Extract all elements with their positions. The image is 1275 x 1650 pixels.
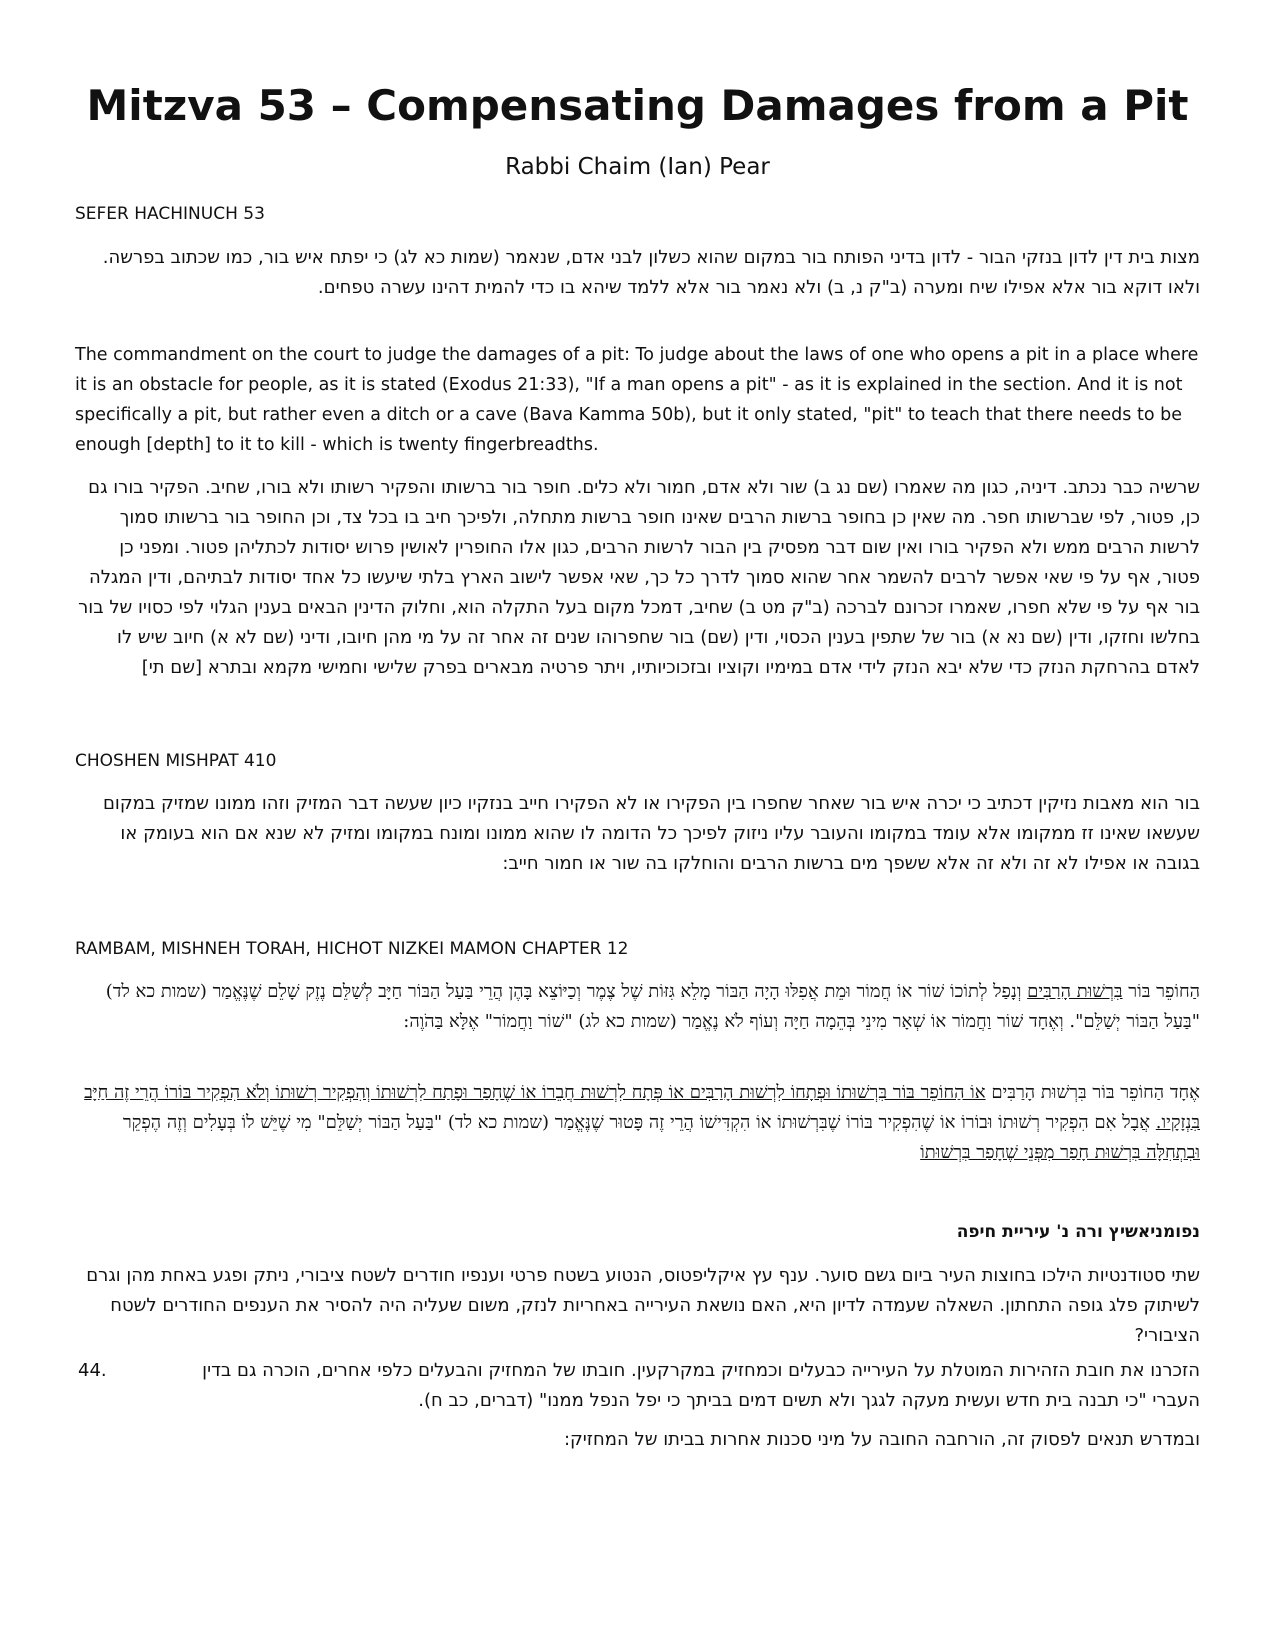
rambam-p1-text-c: וְנָפַל לְתוֹכוֹ שׁוֹר אוֹ חֲמוֹר וּמֵת אֲפִלּוּ הָיָה הַבּוֹר מָלֵא גִּזּוֹת שֶׁל צֶמֶר וְכַיּוֹצֵא בָּהֶן הֲרֵי בַּעַל הַבּוֹר חַיָּב לְשַׁלֵּם נֶזֶק שָׁלֵם שֶׁנֶּאֱמַר (שמות כא לד) "בַּעַל הַבּוֹר יְשַׁלֵּם". וְאֶחָד שׁוֹר וַחֲמוֹר אוֹ שְׁאָר מִינֵי בְּהֵמָה חַיָּה וְעוֹף לֹא נֶאֱמַר (שמות כא לג) "שׁוֹר וַחֲמוֹר" אֶלָּא בַּהֹוֶה: <box>105 981 1200 1032</box>
case-heading: נפומניאשיץ ורה נ' עיריית חיפה <box>956 1222 1200 1242</box>
rambam-paragraph-2 <box>75 1078 1200 1168</box>
rambam-paragraph-1 <box>75 977 1200 1037</box>
case-paragraph-1: שתי סטודנטיות הילכו בחוצות העיר ביום גשם סוער. ענף עץ איקליפטוס, הנטוע בשטח פרטי וענפיו חודרים לשטח ציבורי, ניתק ופגע באחת מהן וגרם לשיתוק פלג גופה התחתון. השאלה שעמדה לדיון היא, האם נושאת העירייה באחריות לנזק, משום שעליה היה להסיר את הענפים החודרים לשטח הציבורי? <box>86 1265 1200 1346</box>
rambam-p2-underlined-1: אוֹ הַחוֹפֵר בּוֹר בִּרְשׁוּתוֹ וּפְתָחוֹ לִרְשׁוּת הָרַבִּים אוֹ פְּתָח לִרְשׁוּת חֲבֵרוֹ אוֹ שֶׁחָפַר וּפָתַח לִרְשׁוּתוֹ וְהִפְקִיר רְשׁוּתוֹ וְלֹא הִפְקִיר בּוֹרוֹ הֲרֵי זֶה חַיָּב בִּנְזָקָיו. <box>84 1082 1200 1133</box>
rambam-p2-underlined-2: וּבִתְחִלָּה בִּרְשׁוּת חָפַר מִפְּנֵי שֶׁחָפַר בִּרְשׁוּתוֹ <box>920 1142 1200 1163</box>
choshen-mishpat-hebrew: בור הוא מאבות נזיקין דכתיב כי יכרה איש בור שאחר שחפרו בין הפקירו או לא הפקירו חייב בנזקיו כיון שעשה דבר המזיק וזהו ממונו שמזיק במקום שעשאו שאינו זז ממקומו אלא עומד במקומו והעובר עליו ניזוק לפיכך כל הדומה לו שהוא ממונו ומונח במקומו ומזיק לא שנא אם הוא בעומק או בגובה או אפילו לא זה ולא זה אלא ששפך מים ברשות הרבים והוחלקו בה שור או חמור חייב: <box>102 793 1200 874</box>
rambam-p1-text-a: הַחוֹפֵר בּוֹר <box>1122 981 1200 1002</box>
sefer-hachinuch-hebrew-details: שרשיה כבר נכתב. דיניה, כגון מה שאמרו (שם נג ב) שור ולא אדם, חמור ולא כלים. חופר בור ברשותו והפקיר רשותו ולא בורו, שחיב. הפקיר בורו גם כן, פטור, לפי שברשותו חפר. מה שאין כן בחופר ברשות הרבים שאינו חופר ברשות מתחלה, ולפיכך חיב בו בכל צד, וכן החופר בור ברשותו סמוך לרשות הרבים ממש ולא הפקיר בורו ואין שום דבר מפסיק בין הבור לרשות הרבים, כגון אלו החופרין לאושין פרוש יסודות לכתליהן פטור. ומפני כן פטור, אף על פי שאי אפשר לרבים להשמר אחר שהוא סמוך לדרך כל כך, שאי אפשר לישוב הארץ בלתי שיעשו כל אחד יסודות לבתיהם, ודין המגלה בור אף על פי שלא חפרו, שאמרו זכרונם לברכה (ב"ק מט ב) שחיב, דמכל מקום בעל התקלה הוא, וחלוק הדינין הבאים בענין הגלוי לפי כסויו של בור בחלשו וחזקו, ודין (שם נא א) בור של שתפין בענין הכסוי, ודין (שם) בור שחפרוהו שנים זה אחר זה על מי מהן חיובו, ודיני (שם לא א) חיוב שיש לו לאדם בהרחקת הנזק כדי שלא יבא הנזק לידי אדם במימיו וקוציו ובזכוכיותיו, ויתר פרטיה מבארים בפרק שלישי וחמישי מקמא ובתרא [שם תי] <box>78 477 1200 678</box>
sefer-hachinuch-hebrew: מצות בית דין לדון בנזקי הבור - לדון בדיני הפותח בור במקום שהוא כשלון לבני אדם, שנאמר (שמות כא לג) כי יפתח איש בור, כמו שכתוב בפרשה. ולאו דוקא בור אלא אפילו שיח ומערה (ב"ק נ, ב) ולא נאמר בור אלא ללמד שיהא בו כדי להמית דהינו עשרה טפחים. <box>102 247 1200 298</box>
author-name: Rabbi Chaim (Ian) Pear <box>505 154 770 180</box>
case-paragraph-3: ובמדרש תנאים לפסוק זה, הורחבה החובה על מיני סכנות אחרות בביתו של המחזיק: <box>563 1429 1200 1450</box>
case-paragraph-2: הזכרנו את חובת הזהירות המוטלת על העירייה כבעלים וכמחזיק במקרקעין. חובתו של המחזיק והבעלים כלפי אחרים, הוכרה גם בדין העברי "כי תבנה בית חדש ועשית מעקה לגגך ולא תשים דמים בביתך כי יפל הנפל ממנו" (דברים, כב ח). <box>202 1360 1200 1411</box>
rambam-p2-text-a: אֶחָד הַחוֹפֵר בּוֹר בִּרְשׁוּת הָרַבִּים <box>985 1082 1200 1103</box>
sefer-hachinuch-english: The commandment on the court to judge the damages of a pit: To judge about the laws of one who opens a pit in a place where it is an obstacle for people, as it is stated (Exodus 21:33), "If a man opens a pit" - as it is explained in the section. And it is not specifically a pit, but rather even a ditch or a cave (Bava Kamma 50b), but it only stated, "pit" to teach that there needs to be enough [depth] to it to kill - which is twenty fingerbreadths. <box>75 345 1199 455</box>
section-label-choshen-mishpat: CHOSHEN MISHPAT 410 <box>75 751 277 771</box>
page-title: Mitzva 53 – Compensating Damages from a Pit <box>86 81 1189 130</box>
rambam-p2-text-c: אֲבָל אִם הִפְקִיר רְשׁוּתוֹ וּבוֹרוֹ אוֹ שֶׁהִפְקִיר בּוֹרוֹ שֶׁבִּרְשׁוּתוֹ אוֹ הִקְדִּישׁוֹ הֲרֵי זֶה פָּטוּר שֶׁנֶּאֱמַר (שמות כא לד) "בַּעַל הַבּוֹר יְשַׁלֵּם" מִי שֶׁיֵּשׁ לוֹ בְּעָלִים וְזֶה הֶפְקֵר <box>122 1112 1156 1133</box>
section-label-sefer-hachinuch: SEFER HACHINUCH 53 <box>75 204 265 224</box>
rambam-p1-underlined: בִּרְשׁוּת הָרַבִּים <box>1027 981 1123 1002</box>
section-label-rambam: RAMBAM, MISHNEH TORAH, HICHOT NIZKEI MAMON CHAPTER 12 <box>75 939 629 959</box>
case-paragraph-number: 44. <box>78 1360 107 1381</box>
